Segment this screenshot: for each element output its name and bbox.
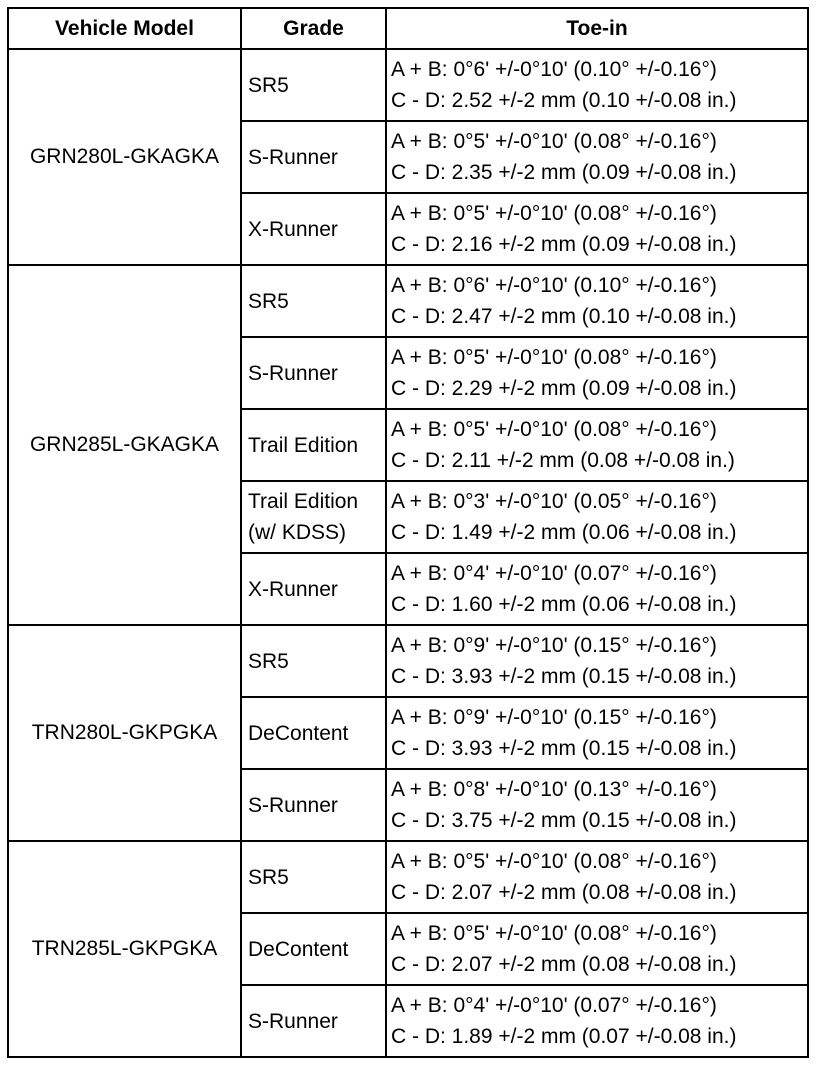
toe-in-cell	[386, 985, 808, 1057]
toe-ab-value: A + B: 0°8' +/-0°10' (0.13° +/-0.16°)	[391, 778, 717, 801]
toe-ab-value: A + B: 0°6' +/-0°10' (0.10° +/-0.16°)	[391, 58, 717, 81]
table-row	[8, 265, 808, 337]
toe-in-cell	[386, 337, 808, 409]
grade-cell: S-Runner	[241, 337, 386, 409]
table-row	[8, 625, 808, 697]
toe-ab-value: A + B: 0°6' +/-0°10' (0.10° +/-0.16°)	[391, 274, 717, 297]
grade-cell: S-Runner	[241, 121, 386, 193]
toe-ab-value: A + B: 0°4' +/-0°10' (0.07° +/-0.16°)	[391, 994, 717, 1017]
toe-cd-value: C - D: 3.93 +/-2 mm (0.15 +/-0.08 in.)	[391, 737, 737, 760]
header-grade: Grade	[241, 8, 386, 49]
toe-ab-value: A + B: 0°4' +/-0°10' (0.07° +/-0.16°)	[391, 562, 717, 585]
vehicle-model-cell: GRN285L-GKAGKA	[8, 265, 241, 625]
toe-cd-value: C - D: 3.93 +/-2 mm (0.15 +/-0.08 in.)	[391, 665, 737, 688]
grade-cell: X-Runner	[241, 553, 386, 625]
toe-cd-value: C - D: 3.75 +/-2 mm (0.15 +/-0.08 in.)	[391, 809, 737, 832]
toe-ab-value: A + B: 0°5' +/-0°10' (0.08° +/-0.16°)	[391, 202, 717, 225]
grade-cell: S-Runner	[241, 769, 386, 841]
toe-cd-value: C - D: 1.60 +/-2 mm (0.06 +/-0.08 in.)	[391, 593, 737, 616]
grade-label: Trail Edition	[248, 490, 359, 513]
grade-cell: DeContent	[241, 913, 386, 985]
grade-cell: SR5	[241, 49, 386, 121]
header-row	[8, 8, 808, 49]
toe-ab-value: A + B: 0°5' +/-0°10' (0.08° +/-0.16°)	[391, 130, 717, 153]
toe-in-spec-table	[7, 7, 809, 1058]
toe-in-cell	[386, 409, 808, 481]
toe-cd-value: C - D: 2.11 +/-2 mm (0.08 +/-0.08 in.)	[391, 449, 735, 472]
toe-cd-value: C - D: 2.07 +/-2 mm (0.08 +/-0.08 in.)	[391, 881, 737, 904]
grade-cell: DeContent	[241, 697, 386, 769]
vehicle-model-cell: GRN280L-GKAGKA	[8, 49, 241, 265]
grade-cell: SR5	[241, 625, 386, 697]
toe-in-cell	[386, 769, 808, 841]
toe-in-cell	[386, 481, 808, 553]
vehicle-model-cell: TRN285L-GKPGKA	[8, 841, 241, 1057]
grade-cell: S-Runner	[241, 985, 386, 1057]
grade-cell: Trail Edition	[241, 409, 386, 481]
toe-ab-value: A + B: 0°9' +/-0°10' (0.15° +/-0.16°)	[391, 634, 717, 657]
toe-cd-value: C - D: 2.47 +/-2 mm (0.10 +/-0.08 in.)	[391, 305, 737, 328]
toe-ab-value: A + B: 0°9' +/-0°10' (0.15° +/-0.16°)	[391, 706, 717, 729]
toe-in-cell	[386, 841, 808, 913]
grade-sublabel: (w/ KDSS)	[248, 521, 347, 544]
toe-cd-value: C - D: 2.29 +/-2 mm (0.09 +/-0.08 in.)	[391, 377, 737, 400]
table-row	[8, 841, 808, 913]
grade-cell: SR5	[241, 841, 386, 913]
grade-cell: X-Runner	[241, 193, 386, 265]
toe-ab-value: A + B: 0°3' +/-0°10' (0.05° +/-0.16°)	[391, 490, 717, 513]
toe-ab-value: A + B: 0°5' +/-0°10' (0.08° +/-0.16°)	[391, 346, 717, 369]
toe-cd-value: C - D: 1.89 +/-2 mm (0.07 +/-0.08 in.)	[391, 1025, 737, 1048]
toe-cd-value: C - D: 2.35 +/-2 mm (0.09 +/-0.08 in.)	[391, 161, 737, 184]
header-toe-in: Toe-in	[386, 8, 808, 49]
toe-in-cell	[386, 913, 808, 985]
toe-cd-value: C - D: 2.16 +/-2 mm (0.09 +/-0.08 in.)	[391, 233, 737, 256]
toe-ab-value: A + B: 0°5' +/-0°10' (0.08° +/-0.16°)	[391, 418, 717, 441]
grade-cell: SR5	[241, 265, 386, 337]
header-vehicle-model: Vehicle Model	[8, 8, 241, 49]
toe-cd-value: C - D: 1.49 +/-2 mm (0.06 +/-0.08 in.)	[391, 521, 737, 544]
toe-in-cell	[386, 265, 808, 337]
toe-in-cell	[386, 121, 808, 193]
toe-ab-value: A + B: 0°5' +/-0°10' (0.08° +/-0.16°)	[391, 850, 717, 873]
grade-cell	[241, 481, 386, 553]
toe-ab-value: A + B: 0°5' +/-0°10' (0.08° +/-0.16°)	[391, 922, 717, 945]
toe-in-cell	[386, 553, 808, 625]
toe-in-cell	[386, 49, 808, 121]
toe-in-cell	[386, 625, 808, 697]
toe-in-cell	[386, 193, 808, 265]
table-row	[8, 49, 808, 121]
toe-cd-value: C - D: 2.07 +/-2 mm (0.08 +/-0.08 in.)	[391, 953, 737, 976]
toe-in-cell	[386, 697, 808, 769]
vehicle-model-cell: TRN280L-GKPGKA	[8, 625, 241, 841]
toe-cd-value: C - D: 2.52 +/-2 mm (0.10 +/-0.08 in.)	[391, 89, 737, 112]
